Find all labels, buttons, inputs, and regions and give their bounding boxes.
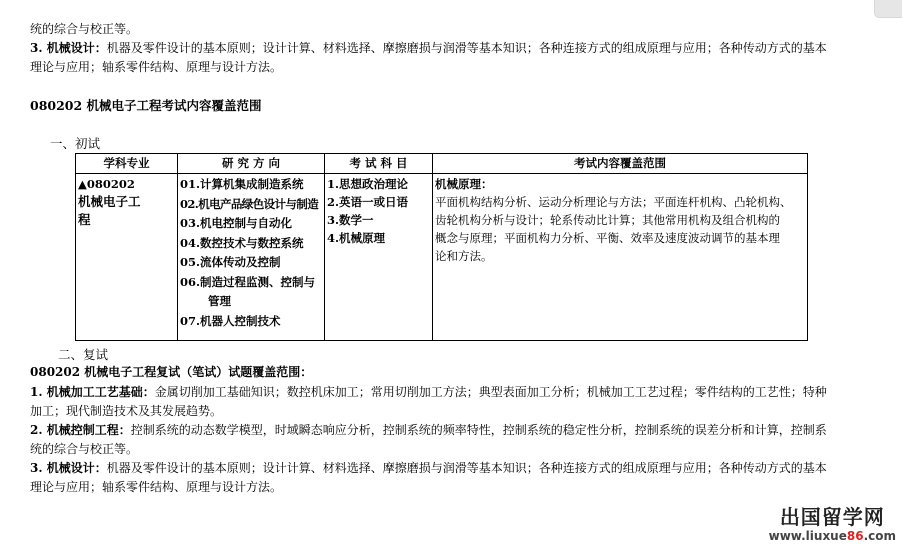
section-title: 080202 机械电子工程考试内容覆盖范围	[30, 98, 262, 113]
site-watermark	[769, 505, 896, 543]
initial-heading: 一、初试	[50, 136, 101, 151]
top-item3	[30, 40, 827, 57]
retest-item2	[30, 422, 827, 439]
header-major: 学科专业	[76, 154, 178, 174]
exam-table	[75, 153, 808, 341]
coverage-line: 平面机构结构分析、运动分析理论与方法；平面连杆机构、凸轮机构、	[435, 195, 792, 209]
header-coverage: 考试内容覆盖范围	[433, 154, 808, 174]
retest-item1-label: 1. 机械加工工艺基础：	[30, 385, 155, 399]
coverage-title: 机械原理：	[435, 177, 493, 191]
retest-item2-text-b: 统的综合与校正等。	[30, 442, 139, 456]
header-direction: 研 究 方 向	[178, 154, 325, 174]
retest-item1	[30, 384, 827, 401]
retest-item1-text-b: 加工；现代制造技术及其发展趋势。	[30, 404, 223, 418]
watermark-url-pre: www.liuxue	[768, 529, 847, 543]
scrollbar-thumb[interactable]	[874, 0, 902, 18]
watermark-url-post: .com	[863, 529, 896, 543]
top-item3-text-b: 理论与应用；轴系零件结构、原理与设计方法。	[30, 60, 283, 74]
direction-item: 07.机器人控制技术	[180, 313, 281, 328]
watermark-url-highlight: 86	[846, 529, 864, 543]
retest-item2-text-a: 控制系统的动态数学模型，时域瞬态响应分析，控制系统的频率特性，控制系统的稳定性分析，控制系统的误差分析和计算，控制系	[130, 423, 827, 437]
direction-item: 05.流体传动及控制	[180, 255, 281, 269]
retest-item3-text-a: 机器及零件设计的基本原则；设计计算、材料选择、摩擦磨损与润滑等基本知识；各种连接方式的组成原理与应用；各种传动方式的基本	[106, 461, 827, 475]
direction-item: 01.计算机集成制造系统	[180, 177, 304, 191]
retest-item1-text-a: 金属切削加工基础知识；数控机床加工；常用切削加工方法；典型表面加工分析；机械加工工艺过程；零件结构的工艺性；特种	[154, 385, 827, 399]
major-code: ▲080202	[78, 177, 135, 191]
direction-item-continued: 管理	[208, 294, 231, 308]
major-cell	[76, 174, 178, 341]
subjects-cell	[325, 174, 433, 341]
major-name-line2: 程	[78, 212, 91, 227]
coverage-line: 论和方法。	[435, 249, 493, 263]
coverage-line: 概念与原理；平面机构力分析、平衡、效率及速度波动调节的基本理	[435, 231, 780, 245]
direction-cell	[178, 174, 325, 341]
retest-item3	[30, 460, 827, 477]
subject-item: 1.思想政治理论	[327, 177, 409, 191]
table-row	[76, 174, 808, 341]
retest-subtitle: 080202 机械电子工程复试（笔试）试题覆盖范围：	[30, 365, 313, 379]
top-item3-text-a: 机器及零件设计的基本原则；设计计算、材料选择、摩擦磨损与润滑等基本知识；各种连接方式的组成原理与应用；各种传动方式的基本	[106, 41, 827, 55]
header-subjects: 考 试 科 目	[325, 154, 433, 174]
direction-item: 03.机电控制与自动化	[180, 216, 293, 230]
watermark-site-name: 出国留学网	[779, 505, 885, 529]
table-header-row	[76, 154, 808, 174]
retest-item3-label: 3. 机械设计：	[30, 461, 107, 475]
watermark-url	[769, 529, 896, 543]
direction-item: 04.数控技术与数控系统	[180, 235, 304, 250]
direction-item: 02.机电产品绿色设计与制造	[180, 196, 319, 211]
top-item3-label: 3. 机械设计：	[30, 41, 107, 55]
coverage-line: 齿轮机构分析与设计；轮系传动比计算；其他常用机构及组合机构的	[435, 213, 780, 227]
retest-item2-label: 2. 机械控制工程：	[30, 423, 131, 437]
subject-item: 3.数学一	[327, 213, 374, 227]
coverage-cell	[433, 174, 808, 341]
retest-heading: 二、复试	[58, 347, 109, 362]
subject-item: 4.机械原理	[327, 231, 386, 245]
direction-item: 06.制造过程监测、控制与	[180, 274, 316, 289]
top-tail-text: 统的综合与校正等。	[30, 22, 139, 36]
major-name-line1: 机械电子工	[78, 194, 141, 209]
retest-item3-text-b: 理论与应用；轴系零件结构、原理与设计方法。	[30, 480, 283, 494]
subject-item: 2.英语一或日语	[327, 195, 409, 209]
